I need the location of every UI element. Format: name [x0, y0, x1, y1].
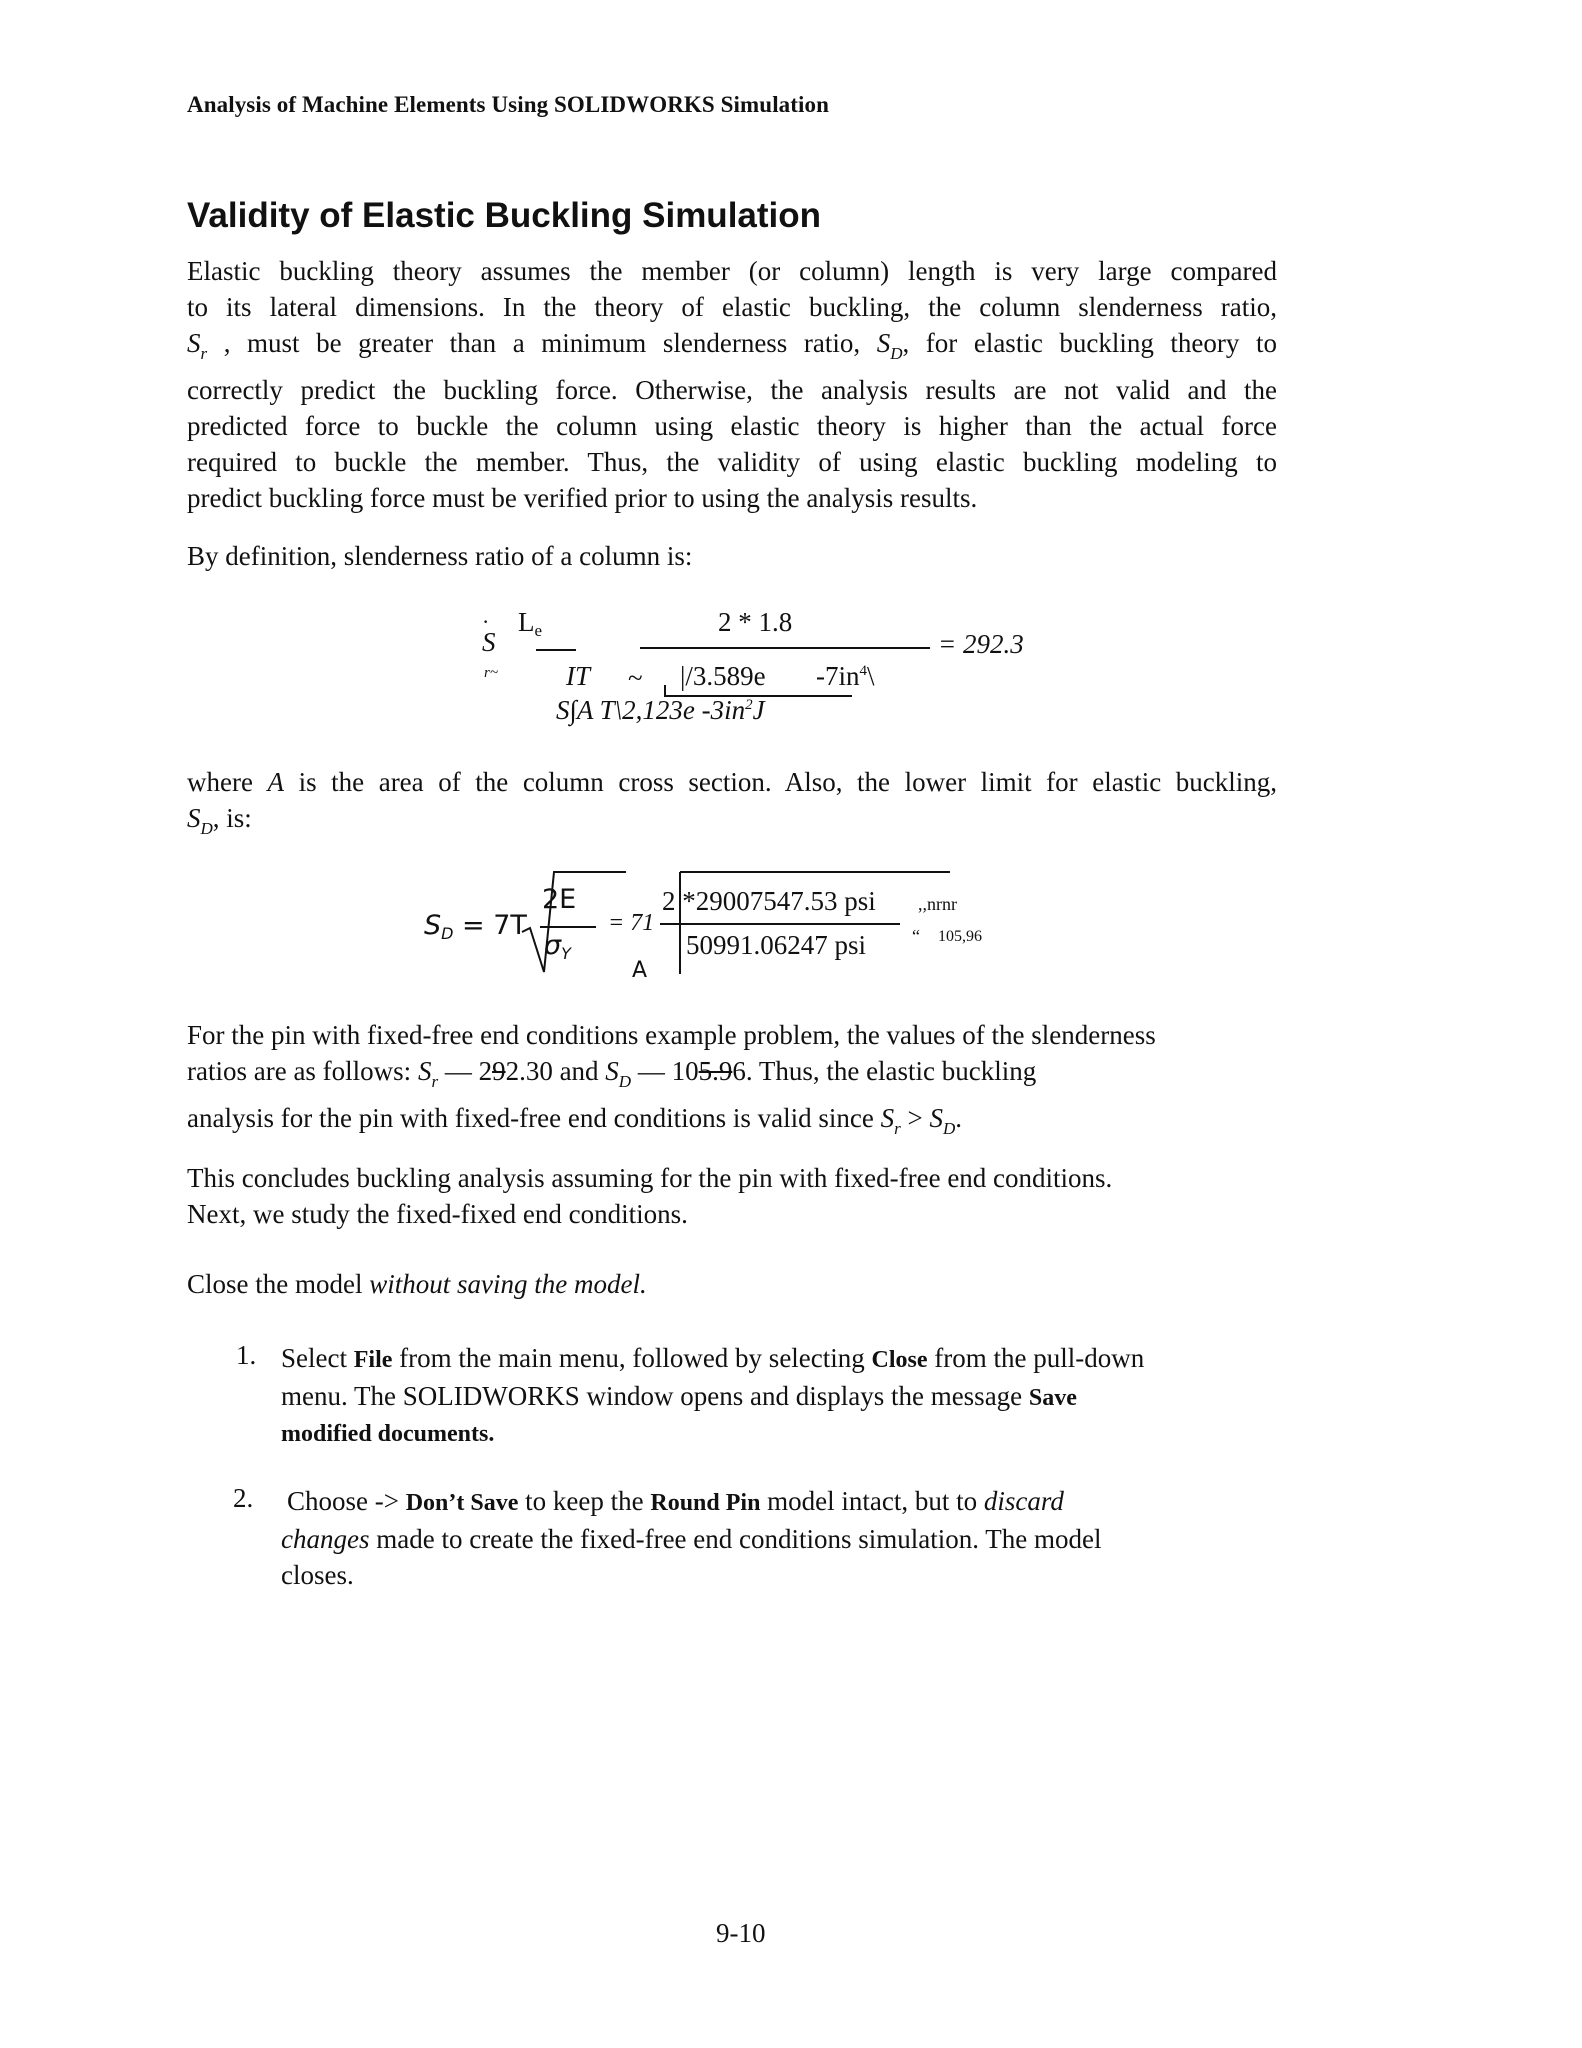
eq1-s: S: [482, 627, 496, 657]
para1-line: predicted force to buckle the column using elastic theory is higher than the actual force: [187, 411, 1277, 441]
close-model-paragraph: Close the model without saving the model.: [187, 1269, 647, 1299]
para3-line: $S_D$, is:: [187, 803, 252, 838]
para1-text: , must be greater than a minimum slenderness ratio,: [207, 328, 877, 358]
eq2-frac-num: 2E: [542, 884, 577, 915]
step-1-number: 1.: [236, 1340, 257, 1370]
para4-line: ratios are as follows: $S_r$ — 292.30 and $S_D$ — 105.96. Thus, the elastic buckling: [187, 1056, 1037, 1091]
step-2-number: 2.: [233, 1483, 254, 1513]
eq1-it: IT: [566, 661, 591, 691]
eq2-fraction-bar: [660, 923, 900, 925]
round-pin-label: Round Pin: [650, 1490, 761, 1516]
eq1-denominator-top-2: $-7in^4\backslash$: [816, 661, 875, 691]
sr-subscript: r: [200, 344, 208, 363]
intro-paragraph: [187, 253, 1277, 516]
eq2-tail-1: ,,nrnr: [918, 894, 957, 914]
sr-symbol: S: [187, 328, 201, 358]
step-1-text: Select File from the main menu, followed by selecting Close from the pull-down menu. The SOLIDWORKS window opens and displays the message Save modified documents.: [281, 1340, 1231, 1452]
eq2-frac-den: σY: [544, 930, 571, 963]
eq1-numerator: 2 * 1.8: [718, 607, 793, 637]
eq2-frac-bar: [540, 926, 596, 928]
step-2-text: Choose -> Don’t Save to keep the Round Pin model intact, but to discard changes made to create the fixed-free end conditions simulation. The model closes.: [281, 1486, 1102, 1590]
running-header: Analysis of Machine Elements Using SOLIDWORKS Simulation: [187, 92, 830, 117]
conclusion-paragraph: [187, 1160, 1277, 1232]
close-menu-label: Close: [871, 1347, 928, 1373]
sd-symbol: S: [876, 328, 891, 358]
para1-line: predict buckling force must be verified prior to using the analysis results.: [187, 483, 978, 513]
eq2-tail-2: “: [912, 926, 920, 946]
eq2-tail-3: 105,96: [938, 928, 982, 945]
para1-line: [187, 325, 1277, 372]
file-menu-label: File: [353, 1347, 393, 1373]
sd-subscript: D: [890, 344, 903, 363]
para5-line: Next, we study the fixed-fixed end conditions.: [187, 1199, 688, 1229]
eq1-tilde: ~: [628, 663, 643, 693]
para1-line: required to buckle the member. Thus, the validity of using elastic buckling modeling to: [187, 447, 1277, 477]
eq1-fraction-bar: [640, 647, 930, 649]
sd-equation: [420, 868, 980, 988]
definition-paragraph: By definition, slenderness ratio of a column is:: [187, 541, 693, 571]
eq1-dot: ·: [482, 609, 490, 634]
eq2-eq-71: = 71: [608, 910, 655, 936]
para1-line: to its lateral dimensions. In the theory of elastic buckling, the column slenderness ratio,: [187, 292, 1277, 322]
para1-text: , for elastic buckling theory to: [902, 328, 1277, 358]
results-paragraph: [187, 1017, 1237, 1147]
eq1-denominator-top: |/3.589e: [680, 661, 766, 691]
slenderness-equation: [480, 605, 1024, 730]
para4-line: analysis for the pin with fixed-free end conditions is valid since $S_r > S_D$.: [187, 1103, 962, 1138]
para1-line: correctly predict the buckling force. Otherwise, the analysis results are not valid and the: [187, 375, 1277, 405]
para3-line: where A is the area of the column cross section. Also, the lower limit for elastic buckling,: [187, 767, 1277, 797]
para1-line: Elastic buckling theory assumes the member (or column) length is very large compared: [187, 256, 1277, 286]
lower-limit-paragraph: [187, 764, 1277, 847]
dont-save-label: Don’t Save: [405, 1490, 519, 1516]
para5-line: This concludes buckling analysis assuming for the pin with fixed-free end conditions.: [187, 1163, 1113, 1193]
eq1-r-sub: r~: [484, 665, 498, 681]
eq1-le: Le: [518, 607, 543, 640]
eq2-denominator: 50991.06247 psi: [686, 930, 867, 960]
eq2-a-mark: A: [632, 958, 648, 983]
eq2-numerator: 2 *29007547.53 psi: [662, 886, 876, 916]
eq1-le-bar: [536, 649, 576, 651]
eq2-lhs: SD: [424, 910, 454, 943]
save-message-label: modified documents.: [281, 1421, 495, 1447]
eq1-result: = 292.3: [938, 629, 1024, 659]
eq1-denominator-low: S∫A T\2,123e $-3in^2J$: [556, 695, 765, 725]
page-number: 9-10: [716, 1918, 766, 1948]
para4-line: For the pin with fixed-free end conditions example problem, the values of the slenderness: [187, 1020, 1156, 1050]
eq2-eq-pi: = 7T: [462, 910, 527, 941]
section-title: Validity of Elastic Buckling Simulation: [187, 196, 822, 235]
